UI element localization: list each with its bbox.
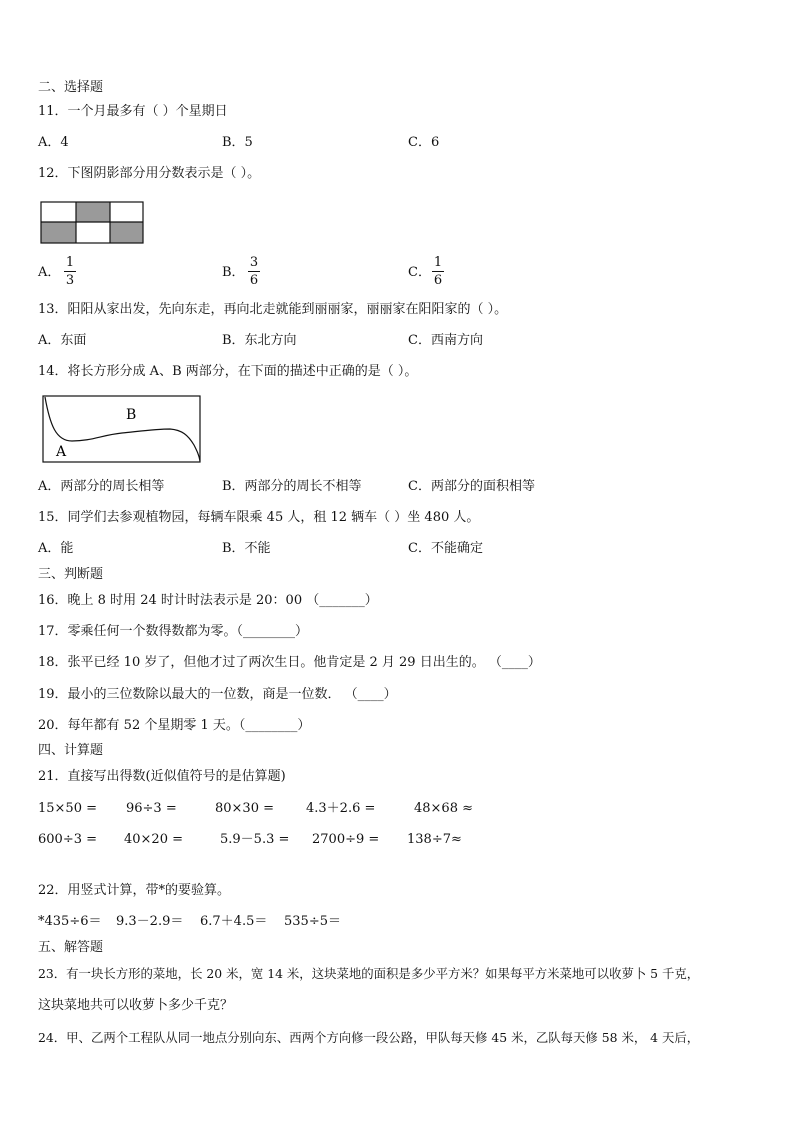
- section-title-calculation: 四、计算题: [38, 743, 104, 758]
- q13-stem: 13．阳阳从家出发，先向东走，再向北走就能到丽丽家，丽丽家在阳阳家的（ ）。: [38, 302, 508, 317]
- q21-item: 80×30 =: [215, 801, 275, 816]
- q12-option-c-fraction: [430, 255, 446, 288]
- q12-stem: 12．下图阴影部分用分数表示是（ ）。: [38, 166, 261, 181]
- fraction-numerator: 1: [65, 255, 75, 270]
- q19-text: 19．最小的三位数除以最大的一位数，商是一位数． （____）: [38, 687, 397, 702]
- q13-option-b: B．东北方向: [222, 333, 297, 348]
- q18-text: 18．张平已经 10 岁了，但他才过了两次生日。他肯定是 2 月 29 日出生的。 （____）: [38, 655, 541, 670]
- q13-option-c: C．西南方向: [408, 333, 483, 348]
- q12-option-c-label: C．: [408, 265, 431, 280]
- section-title-judgement: 三、判断题: [38, 567, 104, 582]
- q23-line-2: 这块菜地共可以收萝卜多少千克？: [38, 998, 234, 1013]
- q21-item: 600÷3 =: [38, 832, 98, 847]
- section-title-word-problems: 五、解答题: [38, 940, 104, 955]
- q11-option-a: A．4: [38, 135, 69, 150]
- q12-shaded-grid-figure: [40, 201, 144, 245]
- q14-region-a-label: A: [56, 444, 67, 460]
- q20-text: 20．每年都有 52 个星期零 1 天。（________）: [38, 718, 311, 733]
- q14-option-b: B．两部分的周长不相等: [222, 479, 362, 494]
- q22-stem: 22．用竖式计算，带*的要验算。: [38, 883, 231, 898]
- q14-stem: 14．将长方形分成 A、B 两部分，在下面的描述中正确的是（ ）。: [38, 364, 418, 379]
- q21-item: 96÷3 =: [126, 801, 177, 816]
- q11-stem: 11．一个月最多有（ ）个星期日: [38, 104, 228, 119]
- fraction-denominator: 6: [249, 273, 259, 288]
- fraction-denominator: 6: [433, 273, 443, 288]
- q21-item: 5.9－5.3 =: [220, 832, 290, 847]
- q21-stem: 21．直接写出得数(近似值符号的是估算题): [38, 769, 286, 784]
- q22-item: 9.3－2.9＝: [116, 914, 184, 929]
- q15-option-c: C．不能确定: [408, 541, 483, 556]
- section-title-choice: 二、选择题: [38, 80, 104, 95]
- q13-option-a: A．东面: [38, 333, 87, 348]
- q14-region-b-label: B: [126, 407, 137, 423]
- q12-option-b-label: B．: [222, 265, 245, 280]
- grid-cell-shaded: [110, 222, 143, 243]
- q21-item: 2700÷9 =: [312, 832, 380, 847]
- q21-item: 138÷7≈: [407, 832, 462, 847]
- q24-line-1: 24．甲、乙两个工程队从同一地点分别向东、西两个方向修一段公路，甲队每天修 45 米，乙队每天修 58 米， 4 天后，: [38, 1030, 700, 1045]
- q11-option-c: C．6: [408, 135, 440, 150]
- q14-option-a: A．两部分的周长相等: [38, 479, 165, 494]
- q21-item: 4.3＋2.6 =: [306, 801, 376, 816]
- q22-item: 6.7＋4.5＝: [200, 914, 268, 929]
- q21-item: 48×68 ≈: [414, 801, 474, 816]
- q15-option-b: B．不能: [222, 541, 271, 556]
- q23-line-1: 23．有一块长方形的菜地，长 20 米，宽 14 米，这块菜地的面积是多少平方米？如果每平方米菜地可以收萝卜 5 千克，: [38, 966, 700, 981]
- q11-option-b: B．5: [222, 135, 253, 150]
- q12-option-a-fraction: [62, 255, 78, 288]
- q14-option-c: C．两部分的面积相等: [408, 479, 535, 494]
- grid-cell-shaded: [76, 202, 110, 222]
- fraction-numerator: 3: [249, 255, 259, 270]
- q22-item: *435÷6＝: [38, 914, 102, 929]
- fraction-denominator: 3: [65, 273, 75, 288]
- q16-text: 16．晚上 8 时用 24 时计时法表示是 20：00 （_______）: [38, 593, 378, 608]
- q15-option-a: A．能: [38, 541, 74, 556]
- q15-stem: 15．同学们去参观植物园，每辆车限乘 45 人，租 12 辆车（ ）坐 480 人。: [38, 510, 480, 525]
- q21-item: 15×50 =: [38, 801, 98, 816]
- q22-item: 535÷5＝: [284, 914, 341, 929]
- q17-text: 17．零乘任何一个数得数都为零。（________）: [38, 624, 309, 639]
- q14-rectangle-figure: [42, 395, 202, 465]
- q21-item: 40×20 =: [124, 832, 184, 847]
- grid-cell-shaded: [41, 222, 76, 243]
- q12-option-b-fraction: [246, 255, 262, 288]
- fraction-numerator: 1: [433, 255, 443, 270]
- q12-option-a-label: A．: [38, 265, 61, 280]
